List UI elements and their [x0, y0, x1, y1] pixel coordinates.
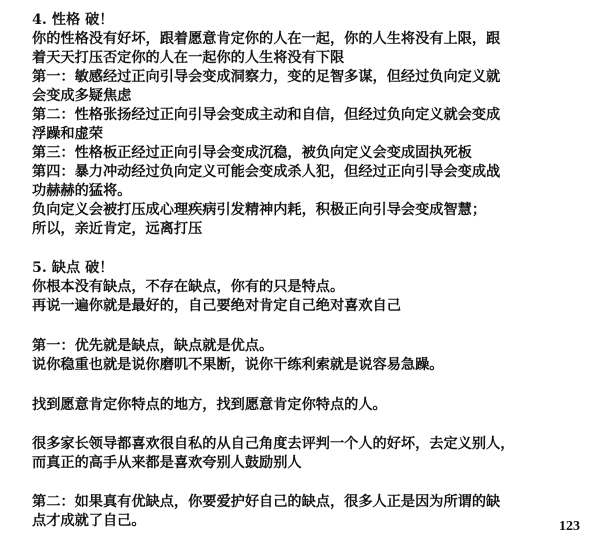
- text-line: 第四：暴力冲动经过负向定义可能会变成杀人犯，但经过正向引导会变成战: [32, 164, 501, 180]
- text-line: 你根本没有缺点，不存在缺点，你有的只是特点。: [32, 279, 345, 295]
- text-line: 第一：优先就是缺点，缺点就是优点。: [32, 338, 274, 354]
- text-line: 第一：敏感经过正向引导会变成洞察力，变的足智多谋，但经过负向定义就: [32, 69, 501, 85]
- text-line: 负向定义会被打压成心理疾病引发精神内耗，积极正向引导会变成智慧；: [32, 202, 487, 218]
- text-line: 很多家长领导都喜欢很自私的从自己角度去评判一个人的好坏，去定义别人，: [32, 436, 515, 452]
- text-line: 浮躁和虚荣: [32, 126, 103, 142]
- text-line: 而真正的高手从来都是喜欢夸别人鼓励别人: [32, 455, 302, 471]
- text-line: 说你稳重也就是说你磨叽不果断，说你干练利索就是说容易急躁。: [32, 357, 444, 373]
- section-4-heading: 4. 性格 破！: [32, 12, 114, 28]
- text-line: 再说一遍你就是最好的，自己要绝对肯定自己绝对喜欢自己: [32, 298, 401, 314]
- text-line: 第三：性格板正经过正向引导会变成沉稳，被负向定义会变成固执死板: [32, 145, 472, 161]
- page-number: 123: [559, 519, 580, 534]
- text-line: 会变成多疑焦虑: [32, 88, 132, 104]
- text-line: 所以，亲近肯定，远离打压: [32, 221, 203, 237]
- text-line: 找到愿意肯定你特点的地方，找到愿意肯定你特点的人。: [32, 397, 387, 413]
- text-line: 第二：性格张扬经过正向引导会变成主动和自信，但经过负向定义就会变成: [32, 107, 501, 123]
- text-line: 功赫赫的猛将。: [32, 183, 132, 199]
- text-line: 你的性格没有好坏，跟着愿意肯定你的人在一起，你的人生将没有上限，跟: [32, 31, 501, 47]
- text-line: 第二：如果真有优缺点，你要爱护好自己的缺点，很多人正是因为所谓的缺: [32, 494, 501, 510]
- text-line: 点才成就了自己。: [32, 513, 146, 529]
- section-5-heading: 5. 缺点 破！: [32, 260, 114, 276]
- text-line: 着天天打压否定你的人在一起你的人生将没有下限: [32, 50, 345, 66]
